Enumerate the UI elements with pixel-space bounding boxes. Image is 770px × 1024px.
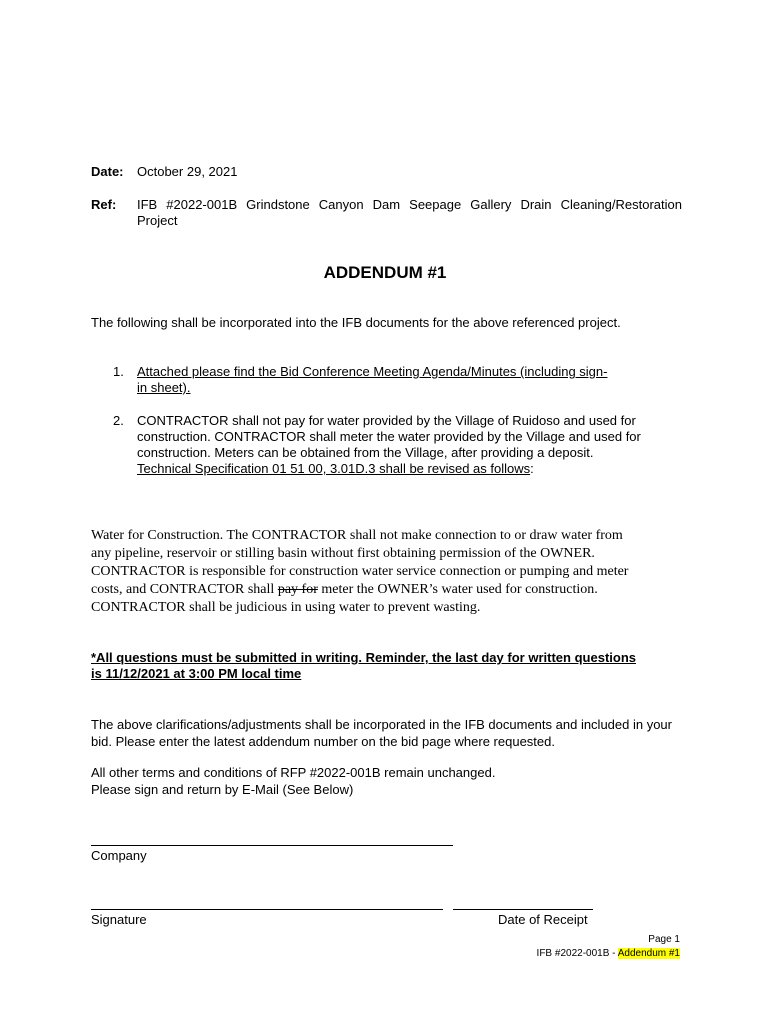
footer-ref-prefix: IFB #2022-001B -	[536, 948, 618, 959]
ref-label: Ref:	[91, 197, 117, 212]
ref-value: IFB #2022-001B Grindstone Canyon Dam Seepage Gallery Drain Cleaning/Restoration Project	[137, 197, 682, 228]
company-signature-line	[91, 845, 453, 846]
item-2-tail: :	[530, 461, 534, 476]
receipt-date-line	[453, 909, 593, 910]
document-title: ADDENDUM #1	[323, 263, 447, 282]
terms-line-1: All other terms and conditions of RFP #2022-001B remain unchanged.	[91, 765, 496, 780]
receipt-date-label: Date of Receipt	[498, 912, 588, 927]
item-number-2: 2.	[113, 413, 124, 428]
spec-part-1: Water for Construction. The CONTRACTOR shall not make connection to or draw water from any pipeline, reservoir or stilling basin without first obtaining permission of the OWNER. CONTRACTOR is responsible for construction water service connection or pumping and meter costs, and CONTRACTOR shall	[91, 528, 629, 597]
date-value: October 29, 2021	[137, 164, 238, 179]
questions-notice: *All questions must be submitted in writing. Reminder, the last day for written questions is 11/12/2021 at 3:00 PM local time	[91, 650, 636, 681]
spec-part-2: meter the OWNER’s water used for construction. CONTRACTOR shall be judicious in using water to prevent wasting.	[91, 582, 598, 615]
struck-text: pay for	[277, 582, 318, 597]
intro-paragraph: The following shall be incorporated into the IFB documents for the above referenced project.	[91, 315, 621, 330]
item-2-body: CONTRACTOR shall not pay for water provided by the Village of Ruidoso and used for construction. CONTRACTOR shall meter the water provided by the Village and used for construction. Meters can be obtained from the Village, after providing a deposit.	[137, 413, 641, 460]
footer-reference	[537, 947, 680, 961]
date-label: Date:	[91, 164, 124, 179]
company-label: Company	[91, 848, 147, 863]
terms-line-2: Please sign and return by E-Mail (See Below)	[91, 782, 354, 797]
page-footer	[537, 933, 680, 961]
closing-paragraph: The above clarifications/adjustments shall be incorporated in the IFB documents and included in your bid. Please enter the latest addendum number on the bid page where requested.	[91, 717, 672, 749]
specification-revision	[91, 527, 646, 617]
footer-addendum-highlight: Addendum #1	[617, 948, 680, 959]
signature-label: Signature	[91, 912, 147, 927]
page-number: Page 1	[648, 934, 680, 945]
item-text-1: Attached please find the Bid Conference Meeting Agenda/Minutes (including sign-in sheet).	[137, 364, 608, 395]
item-text-2	[137, 413, 642, 477]
signature-line	[91, 909, 443, 910]
spec-reference-link: Technical Specification 01 51 00, 3.01D.3 shall be revised as follows	[137, 461, 531, 476]
item-number-1: 1.	[113, 364, 124, 379]
